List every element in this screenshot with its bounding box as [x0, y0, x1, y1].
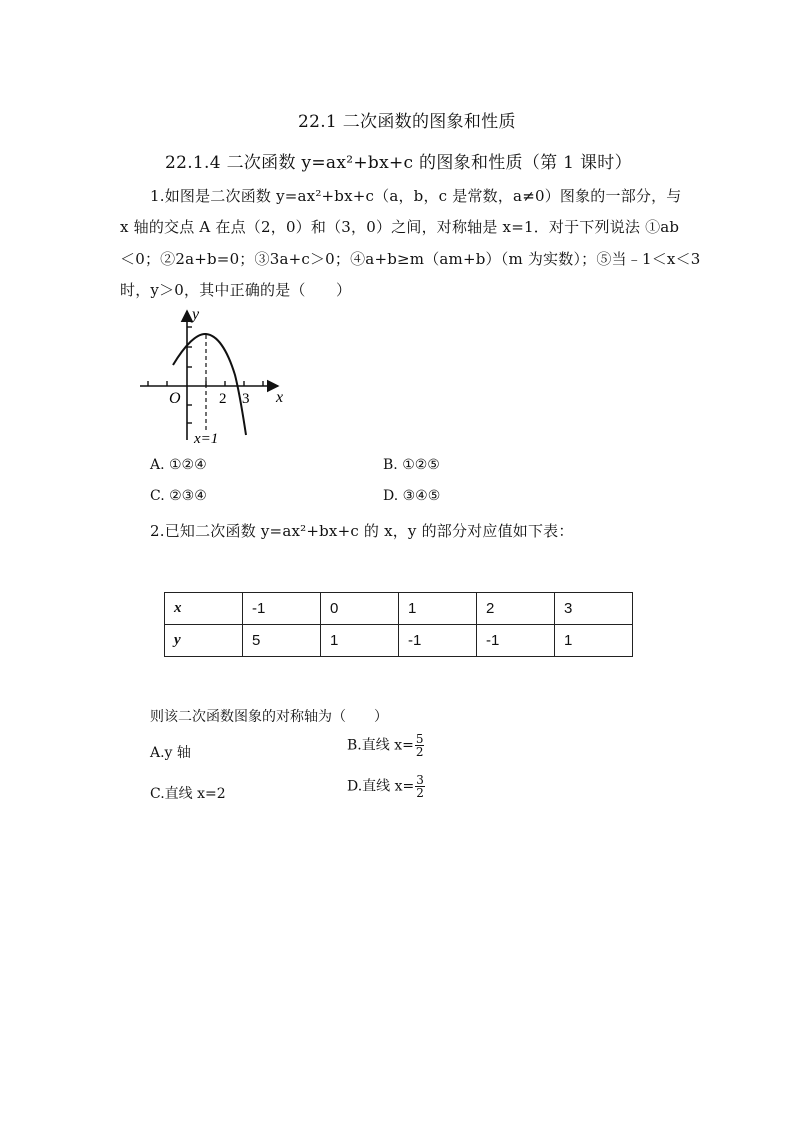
table-cell: 5 [243, 625, 321, 657]
table-cell: 3 [555, 593, 633, 625]
parabola-graph [135, 305, 295, 447]
fraction-denominator: 2 [415, 745, 424, 759]
q1-option-c[interactable]: C. ②③④ [150, 488, 207, 504]
q1-option-b[interactable]: B. ①②⑤ [383, 457, 440, 473]
table-cell: 0 [321, 593, 399, 625]
table-cell: -1 [477, 625, 555, 657]
fraction-numerator: 5 [415, 732, 424, 746]
q1-line-3: ＜0；②2a+b=0；③3a+c＞0；④a+b≥m（am+b）（m 为实数）；⑤当﹣1＜x＜3 [120, 250, 701, 268]
q2-option-b[interactable] [347, 733, 424, 758]
table-cell: 1 [321, 625, 399, 657]
table-cell: 2 [477, 593, 555, 625]
fraction-three-halves [415, 774, 425, 799]
q2-option-c[interactable]: C.直线 x=2 [150, 786, 226, 802]
table-cell: 1 [399, 593, 477, 625]
table-header-y: y [165, 625, 243, 657]
parabola-curve [173, 334, 246, 435]
fraction-five-halves [415, 733, 425, 758]
q1-option-a[interactable]: A. ①②④ [150, 457, 207, 473]
q2-option-a[interactable]: A.y 轴 [150, 745, 191, 761]
q1-line-2: x 轴的交点 A 在点（2，0）和（3，0）之间，对称轴是 x=1．对于下列说法 ①ab [120, 218, 680, 236]
section-title: 22.1 二次函数的图象和性质 [298, 112, 516, 132]
fraction-denominator: 2 [416, 786, 424, 800]
table-row [165, 593, 633, 625]
lesson-title: 22.1.4 二次函数 y=ax²+bx+c 的图象和性质（第 1 课时） [165, 153, 632, 173]
y-axis-label: y [192, 306, 200, 323]
tick-label-2: 2 [219, 391, 227, 407]
q2-question: 则该二次函数图象的对称轴为（ ） [150, 709, 388, 725]
q1-line-1: 1.如图是二次函数 y=ax²+bx+c（a，b，c 是常数，a≠0）图象的一部分，与 [150, 187, 682, 205]
q2-option-d-prefix: D.直线 x= [347, 778, 415, 795]
table-cell: -1 [399, 625, 477, 657]
q1-line-4: 时，y＞0，其中正确的是（ ） [120, 281, 352, 299]
q1-option-d[interactable]: D. ③④⑤ [383, 488, 441, 504]
table-cell: -1 [243, 593, 321, 625]
q2-option-b-prefix: B.直线 x= [347, 737, 414, 754]
table-header-x: x [165, 593, 243, 625]
tick-label-3: 3 [242, 391, 250, 407]
origin-label: O [169, 390, 181, 407]
x-axis-label: x [276, 389, 284, 406]
q2-prompt: 2.已知二次函数 y=ax²+bx+c 的 x，y 的部分对应值如下表： [150, 522, 574, 540]
value-table [164, 592, 633, 657]
table-row [165, 625, 633, 657]
fraction-numerator: 3 [416, 773, 424, 787]
q2-option-d[interactable] [347, 774, 425, 799]
table-cell: 1 [555, 625, 633, 657]
symmetry-axis-label: x=1 [194, 431, 219, 447]
